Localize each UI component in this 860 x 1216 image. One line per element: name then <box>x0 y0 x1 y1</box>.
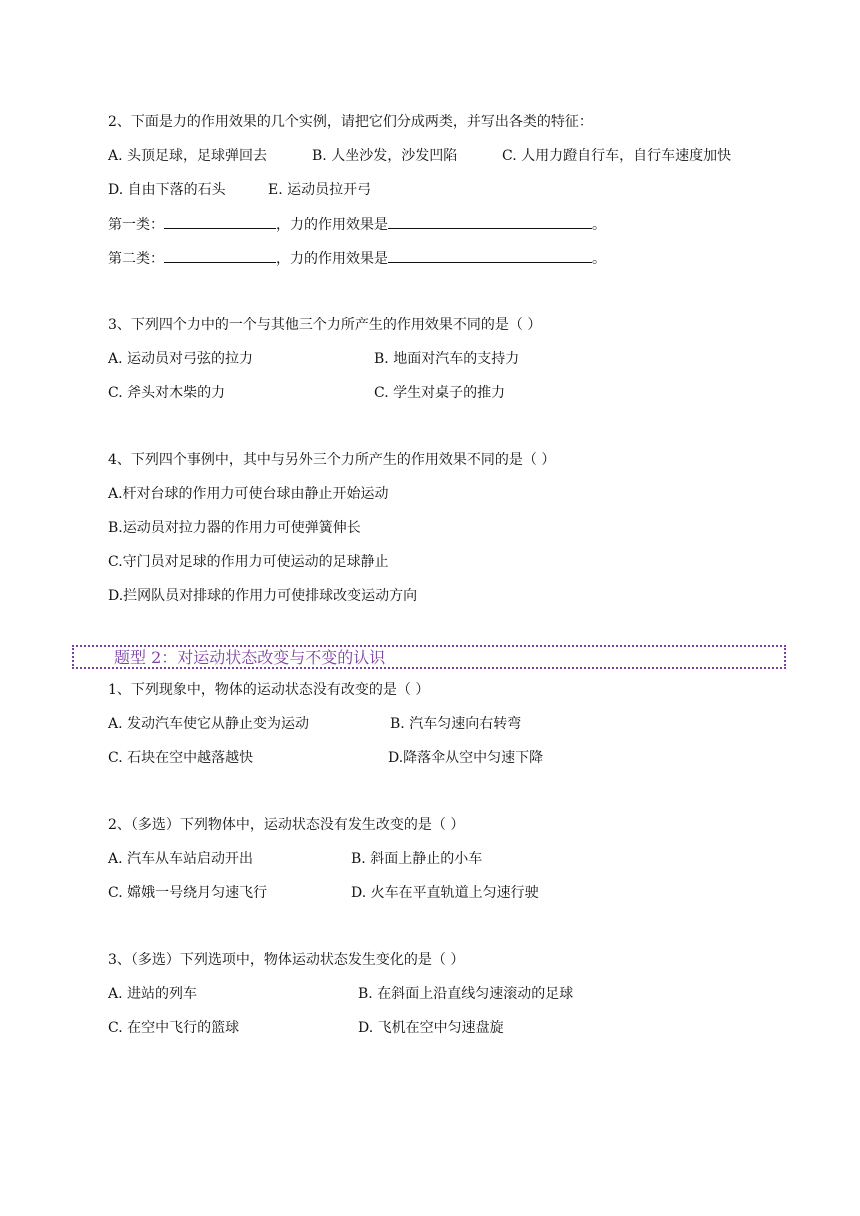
s2q1-stem: 1、下列现象中，物体的运动状态没有改变的是（ ） <box>108 682 430 698</box>
q4-opt-d: D.拦网队员对排球的作用力可使排球改变运动方向 <box>108 588 418 604</box>
q2-end-mark: 。 <box>592 251 606 267</box>
q2-class1-line <box>108 214 606 235</box>
s2q3-opt-c: C. 在空中飞行的篮球 <box>108 1020 240 1036</box>
q4-stem: 4、下列四个事例中，其中与另外三个力所产生的作用效果不同的是（ ） <box>108 452 556 468</box>
s2q3-opt-d: D. 飞机在空中匀速盘旋 <box>358 1020 504 1036</box>
q2-effect-label: ，力的作用效果是 <box>276 251 388 267</box>
q2-effect1-blank[interactable] <box>388 214 592 229</box>
q4-opt-a: A.杆对台球的作用力可使台球由静止开始运动 <box>108 486 389 502</box>
q4-opt-c: C.守门员对足球的作用力可使运动的足球静止 <box>108 554 389 570</box>
s2q1-opt-d: D.降落伞从空中匀速下降 <box>388 750 544 766</box>
s2q3-opt-b: B. 在斜面上沿直线匀速滚动的足球 <box>358 986 574 1002</box>
q2-opt-a: A. 头顶足球，足球弹回去 <box>108 148 268 164</box>
s2q2-stem: 2、（多选）下列物体中，运动状态没有发生改变的是（ ） <box>108 817 465 833</box>
q2-opt-b: B. 人坐沙发，沙发凹陷 <box>312 148 458 164</box>
q2-opt-c: C. 人用力蹬自行车，自行车速度加快 <box>502 148 732 164</box>
q3-stem: 3、下列四个力中的一个与其他三个力所产生的作用效果不同的是（ ） <box>108 317 542 333</box>
q2-class2-blank[interactable] <box>164 248 276 263</box>
s2q3-opt-a: A. 进站的列车 <box>108 986 198 1002</box>
s2q2-opt-b: B. 斜面上静止的小车 <box>351 851 483 867</box>
q2-end-mark: 。 <box>592 217 606 233</box>
q2-effect2-blank[interactable] <box>388 248 592 263</box>
s2q2-opt-d: D. 火车在平直轨道上匀速行驶 <box>351 885 539 901</box>
s2q2-opt-c: C. 嫦娥一号绕月匀速飞行 <box>108 885 268 901</box>
q2-opt-d: D. 自由下落的石头 <box>108 182 226 198</box>
q4-opt-b: B.运动员对拉力器的作用力可使弹簧伸长 <box>108 520 361 536</box>
section-2-header <box>72 645 786 669</box>
s2q3-stem: 3、（多选）下列选项中，物体运动状态发生变化的是（ ） <box>108 952 465 968</box>
s2q1-opt-a: A. 发动汽车使它从静止变为运动 <box>108 716 310 732</box>
q2-class2-label: 第二类： <box>108 251 164 267</box>
q3-opt-b: B. 地面对汽车的支持力 <box>374 351 520 367</box>
q2-effect-label: ，力的作用效果是 <box>276 217 388 233</box>
s2q1-opt-c: C. 石块在空中越落越快 <box>108 750 254 766</box>
q2-class1-blank[interactable] <box>164 214 276 229</box>
section-2-title: 题型 2：对运动状态改变与不变的认识 <box>114 648 386 667</box>
q3-opt-a: A. 运动员对弓弦的拉力 <box>108 351 254 367</box>
q2-class2-line <box>108 248 606 269</box>
s2q2-opt-a: A. 汽车从车站启动开出 <box>108 851 254 867</box>
q3-opt-c: C. 斧头对木柴的力 <box>108 385 226 401</box>
q3-opt-d: C. 学生对桌子的推力 <box>374 385 506 401</box>
q2-stem: 2、下面是力的作用效果的几个实例，请把它们分成两类，并写出各类的特征： <box>108 114 593 130</box>
s2q1-opt-b: B. 汽车匀速向右转弯 <box>390 716 522 732</box>
q2-class1-label: 第一类： <box>108 217 164 233</box>
q2-opt-e: E. 运动员拉开弓 <box>268 182 372 198</box>
